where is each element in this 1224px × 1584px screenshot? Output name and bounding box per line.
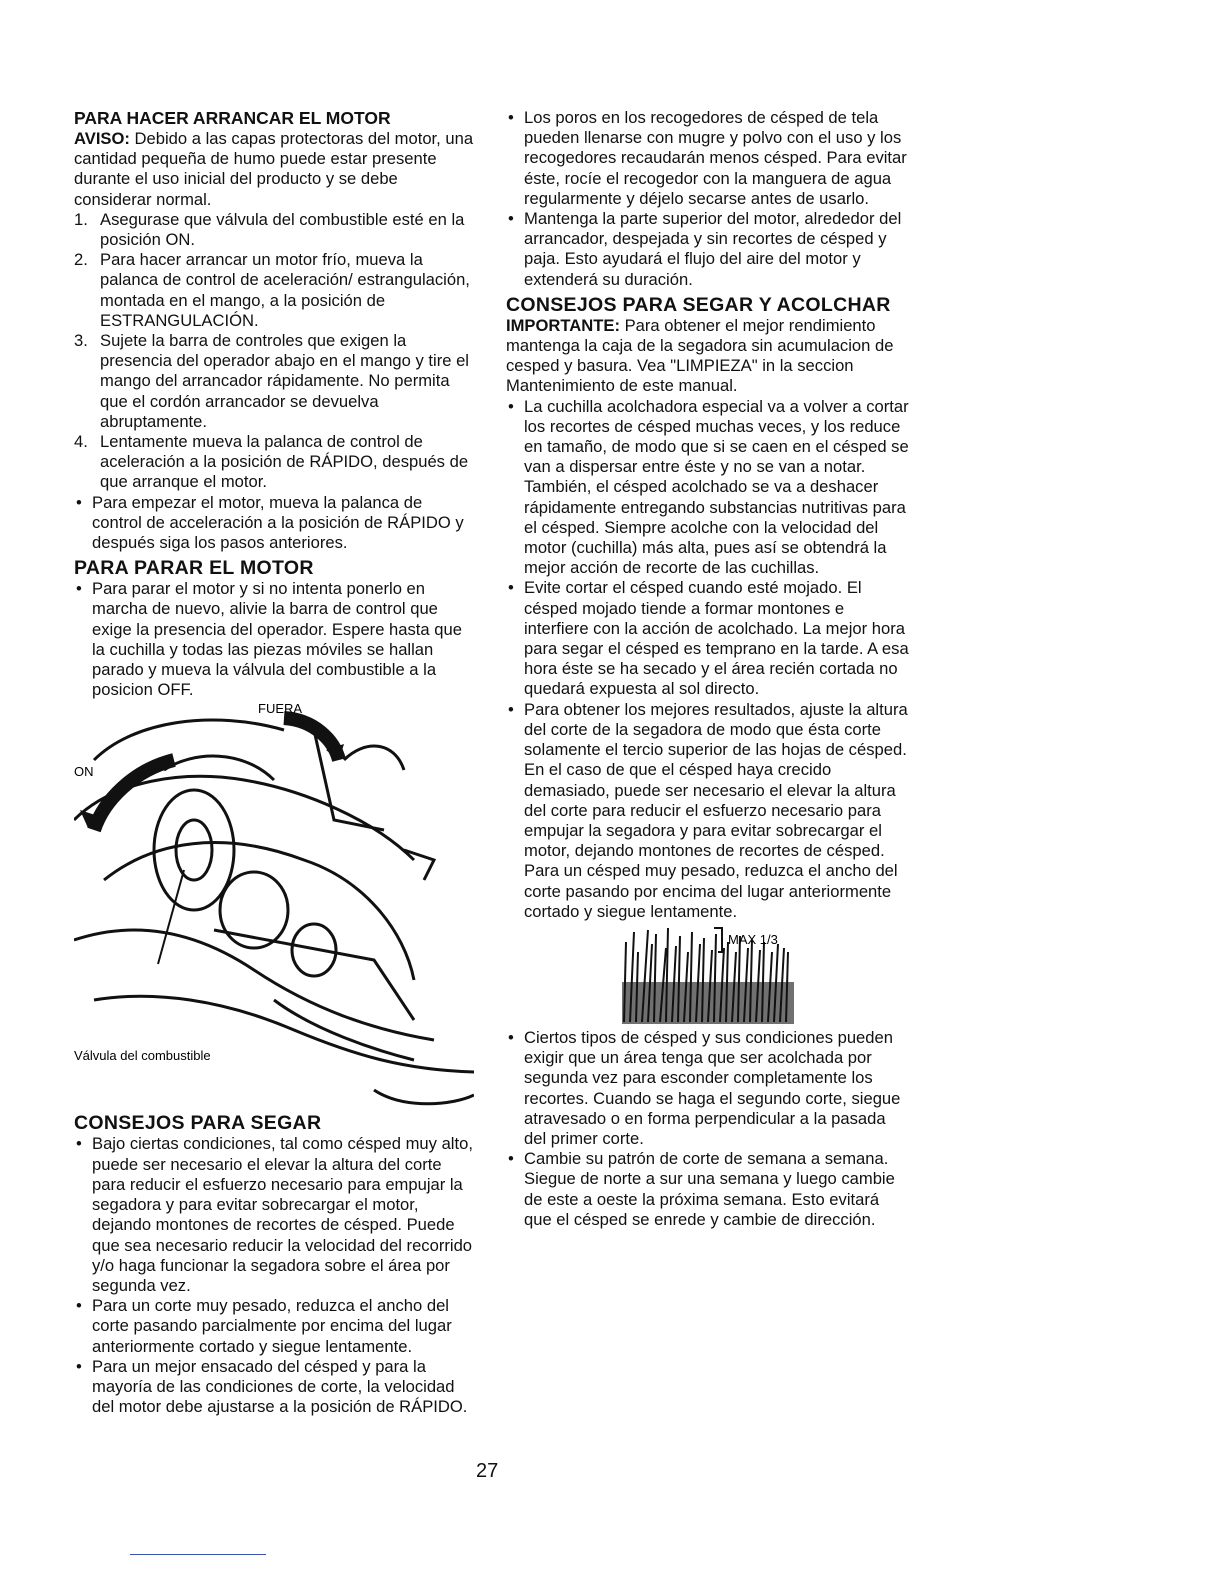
list-item: • Cambie su patrón de corte de semana a semana. Siegue de norte a sur una semana y luego cambie de este a oeste la próxima semana. Esto evitará que el césped se enrede y cambie de dirección. <box>506 1149 910 1230</box>
list-item: • Para un mejor ensacado del césped y para la mayoría de las condiciones de corte, la velocidad del motor debe ajustarse a la posición de RÁPIDO. <box>74 1357 474 1418</box>
aviso-paragraph <box>74 129 474 210</box>
list-item: • La cuchilla acolchadora especial va a volver a cortar los recortes de césped muchas veces, y los reduce en tamaño, de modo que si se caen en el césped se van a dispersar entre éste y no se van a notar. También, el césped acolchado se va a deshacer rápidamente entregando substancias nutritivas para el césped. Siempre acolche con la velocidad del motor (cuchilla) más alta, pues así se obtendrá la mejor acción de recorte de las cuchillas. <box>506 397 910 579</box>
start-bullets <box>74 493 474 554</box>
max-cut-label: MAX 1/3 <box>728 931 778 947</box>
step-text: Sujete la barra de controles que exigen la presencia del operador abajo en el mango y tire el mango del arrancador rápidamente. No permita que el cordón arrancador se devuelva abruptamente. <box>100 331 469 431</box>
stop-bullets <box>74 579 474 700</box>
list-item: • Bajo ciertas condiciones, tal como césped muy alto, puede ser necesario el elevar la altura del corte para reducir el esfuerzo necesario para empujar la segadora y para evitar sobrecargar el motor, dejando montones de recortes de césped. Puede que sea necesario reducir la velocidad del recorrido y/o haga funcionar la segadora sobre el área por segunda vez. <box>74 1134 474 1296</box>
figure-label-off: FUERA <box>258 701 303 717</box>
pattern-tips-list <box>506 1028 910 1230</box>
list-item: • Evite cortar el césped cuando esté mojado. El césped mojado tiende a formar montones e interfiere con la acción de acolchado. La mejor hora para segar el césped es temprano en la tarde. A esa hora éste se ha secado y el área recién cortada no quedará expuesta al sol directo. <box>506 578 910 699</box>
figure-caption: Válvula del combustible <box>74 1048 211 1064</box>
mulching-tips-heading: CONSEJOS PARA SEGAR Y ACOLCHAR <box>506 293 891 316</box>
fuel-valve-figure <box>74 700 474 1112</box>
importante-paragraph <box>506 316 910 397</box>
step-number: 4. <box>74 432 88 452</box>
start-steps-list <box>74 210 474 493</box>
step-text: Lentamente mueva la palanca de control de aceleración a la posición de RÁPIDO, después de que arranque el motor. <box>100 432 469 492</box>
step-number: 1. <box>74 209 88 229</box>
list-item: • Para parar el motor y si no intenta ponerlo en marcha de nuevo, alivie la barra de control que exige la presencia del operador. Espere hasta que la cuchilla y todas las piezas móviles se hallan parado y mueva la válvula del combustible a la posicion OFF. <box>74 579 474 700</box>
list-item: • Mantenga la parte superior del motor, alrededor del arrancador, despejada y sin recortes de césped y paja. Esto ayudará el flujo del aire del motor y extenderá su duración. <box>506 209 910 290</box>
step-number: 2. <box>74 250 88 270</box>
left-column <box>74 108 474 1417</box>
list-item <box>74 210 474 250</box>
start-engine-heading: PARA HACER ARRANCAR EL MOTOR <box>74 108 391 128</box>
importante-text: Para obtener el mejor rendimiento mantenga la caja de la segadora sin acumulacion de cesped y basura. Vea "LIMPIEZA" in la seccion Mantenimiento de este manual. <box>506 315 894 396</box>
step-text: Asegurase que válvula del combustible esté en la posición ON. <box>100 209 465 250</box>
grass-height-figure <box>506 922 910 1028</box>
list-item <box>74 331 474 432</box>
fuel-valve-illustration <box>74 700 474 1112</box>
list-item: • Los poros en los recogedores de césped de tela pueden llenarse con mugre y polvo con el uso y los recogedores recaudarán menos césped. Para evitar éste, rocíe el recogedor con la manguera de agua regularmente y déjelo secarse antes de usarlo. <box>506 108 910 209</box>
list-item: • Ciertos tipos de césped y sus condiciones pueden exigir que un área tenga que ser acolchada por segunda vez para esconder completamente los recortes. Cuando se haga el segundo corte, siegue atravesado o en forma perpendicular a la pasada del primer corte. <box>506 1028 910 1149</box>
figure-label-on: ON <box>74 764 94 780</box>
right-column <box>506 108 910 1230</box>
list-item: • Para empezar el motor, mueva la palanca de control de acceleración a la posición de RÁPIDO y después siga los pasos anteriores. <box>74 493 474 554</box>
grass-illustration <box>506 922 910 1028</box>
step-text: Para hacer arrancar un motor frío, mueva la palanca de control de aceleración/ estrangulación, montada en el mango, a la posición de ESTRANGULACIÓN. <box>100 250 470 330</box>
list-item <box>74 432 474 493</box>
aviso-text: Debido a las capas protectoras del motor, una cantidad pequeña de humo puede estar presente durante el uso inicial del producto y se debe considerar normal. <box>74 129 474 209</box>
list-item <box>74 250 474 331</box>
list-item: • Para un corte muy pesado, reduzca el ancho del corte pasando parcialmente por encima del lugar anteriormente cortado y siegue lentamente. <box>74 1296 474 1357</box>
bottom-rule <box>130 1554 266 1555</box>
mulching-tips-list <box>506 397 910 922</box>
mowing-tips-heading: CONSEJOS PARA SEGAR <box>74 1112 322 1135</box>
stop-engine-heading: PARA PARAR EL MOTOR <box>74 557 314 580</box>
aviso-label: AVISO: <box>74 129 130 148</box>
bag-care-list <box>506 108 910 290</box>
step-number: 3. <box>74 331 88 351</box>
list-item: • Para obtener los mejores resultados, ajuste la altura del corte de la segadora de modo que ésta corte solamente el tercio superior de las hojas de césped. En el caso de que el césped haya crecido demasiado, puede ser necesario el elevar la altura del corte para reducir el esfuerzo necesario para empujar la segadora y para evitar sobrecargar el motor, dejando montones de recortes de césped. Para un césped muy pesado, reduzca el ancho del corte pasando por encima del lugar anteriormente cortado y siegue lentamente. <box>506 700 910 922</box>
importante-label: IMPORTANTE: <box>506 315 620 335</box>
mowing-tips-list <box>74 1134 474 1417</box>
page-number: 27 <box>476 1460 499 1482</box>
